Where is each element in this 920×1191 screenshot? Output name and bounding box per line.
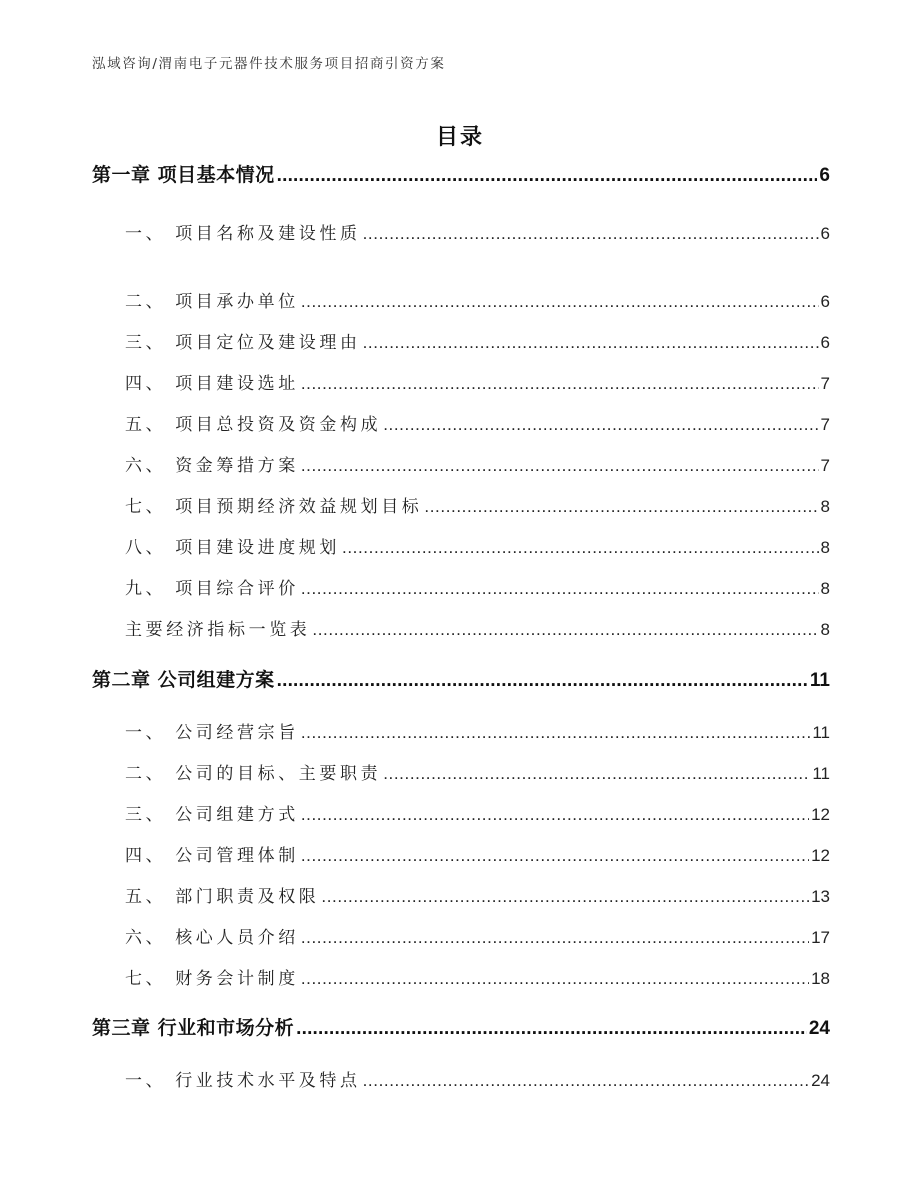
running-header: 泓域咨询/渭南电子元器件技术服务项目招商引资方案 [92,56,446,72]
toc-section-entry[interactable] [92,451,830,476]
toc-entry-label: 三、 项目定位及建设理由 [125,333,361,353]
dot-leader [383,764,810,784]
toc-section-entry[interactable] [92,492,830,517]
dot-leader [277,165,818,187]
toc-page-number: 8 [820,620,830,639]
dot-leader [301,846,809,866]
toc-entry-label: 五、 部门职责及权限 [125,887,320,907]
dot-leader [301,579,819,599]
toc-page-number: 11 [812,764,830,783]
toc-entry-label: 二、 项目承办单位 [125,292,299,312]
toc-section-entry[interactable] [92,615,830,640]
toc-entry-label: 七、 财务会计制度 [125,969,299,989]
toc-entry-label: 二、 公司的目标、主要职责 [125,764,382,784]
dot-leader [424,497,818,517]
toc-entry-label: 六、 资金筹措方案 [125,456,299,476]
toc-section-entry[interactable] [92,800,830,825]
toc-entry-label: 一、 公司经营宗旨 [125,723,299,743]
toc-entry-label: 三、 公司组建方式 [125,805,299,825]
toc-entry-label: 四、 公司管理体制 [125,846,299,866]
toc-section-entry[interactable] [92,1066,830,1091]
toc-page-number: 8 [820,497,830,516]
dot-leader [363,1071,809,1091]
toc-page-number: 8 [820,538,830,557]
toc-page-number: 6 [820,333,830,352]
toc-section-entry[interactable] [92,718,830,743]
toc-page-number: 7 [820,456,830,475]
toc-entry-label: 一、 行业技术水平及特点 [125,1071,361,1091]
dot-leader [301,723,811,743]
toc-entry-label: 第一章 项目基本情况 [92,164,275,186]
toc-entry-label: 六、 核心人员介绍 [125,928,299,948]
toc-page-number: 6 [819,165,830,186]
toc-page-number: 7 [820,415,830,434]
dot-leader [342,538,819,558]
toc-entry-label: 七、 项目预期经济效益规划目标 [125,497,423,517]
toc-section-entry[interactable] [92,882,830,907]
toc-chapter-entry[interactable] [92,665,830,692]
toc-section-entry[interactable] [92,219,830,244]
toc-page-number: 12 [811,805,830,824]
toc-page-number: 8 [820,579,830,598]
dot-leader [301,456,819,476]
toc-entry-label: 主要经济指标一览表 [125,620,311,640]
toc-page-number: 24 [808,1018,830,1039]
dot-leader [321,887,809,907]
toc-entry-label: 第二章 公司组建方案 [92,669,275,691]
toc-entry-label: 九、 项目综合评价 [125,579,299,599]
dot-leader [363,224,819,244]
dot-leader [301,805,809,825]
dot-leader [383,415,818,435]
toc-page-number: 6 [820,292,830,311]
toc-chapter-entry[interactable] [92,160,830,187]
toc-page-number: 18 [811,969,830,988]
toc-entry-label: 一、 项目名称及建设性质 [125,224,361,244]
toc-entry-label: 四、 项目建设选址 [125,374,299,394]
toc-section-entry[interactable] [92,410,830,435]
dot-leader [312,620,818,640]
dot-leader [301,928,809,948]
toc-entry-label: 八、 项目建设进度规划 [125,538,341,558]
toc-page-number: 12 [811,846,830,865]
toc-page-number: 7 [820,374,830,393]
toc-title: 目录 [435,125,484,150]
dot-leader [301,374,819,394]
toc-section-entry[interactable] [92,964,830,989]
toc-section-entry[interactable] [92,759,830,784]
toc-section-entry[interactable] [92,574,830,599]
toc-entry-label: 第三章 行业和市场分析 [92,1017,295,1039]
toc-section-entry[interactable] [92,533,830,558]
toc-entry-label: 五、 项目总投资及资金构成 [125,415,382,435]
toc-section-entry[interactable] [92,923,830,948]
toc-section-entry[interactable] [92,287,830,312]
toc-page-number: 11 [809,670,830,691]
dot-leader [296,1018,807,1040]
toc-page-number: 11 [812,723,830,742]
toc-section-entry[interactable] [92,369,830,394]
toc-page-number: 17 [811,928,830,947]
dot-leader [301,292,819,312]
toc-section-entry[interactable] [92,328,830,353]
toc-page-number: 13 [811,887,830,906]
toc-chapter-entry[interactable] [92,1013,830,1040]
toc-page-number: 6 [820,224,830,243]
dot-leader [277,670,808,692]
toc-section-entry[interactable] [92,841,830,866]
dot-leader [363,333,819,353]
toc-page-number: 24 [811,1071,830,1090]
dot-leader [301,969,809,989]
